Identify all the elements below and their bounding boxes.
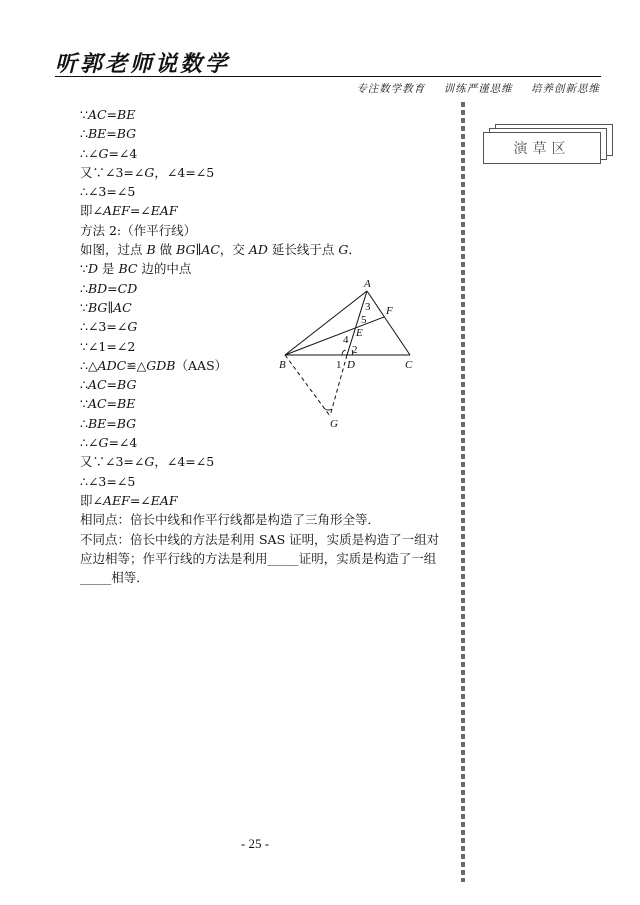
text-line: ∵AC=BE bbox=[80, 107, 136, 122]
text-line: ∴△ADC≌△GDB（AAS） bbox=[80, 357, 228, 373]
angle-arc-D bbox=[342, 350, 346, 355]
math-variable: AC bbox=[87, 107, 107, 122]
method-heading: 方法 2:（作平行线） bbox=[80, 222, 197, 238]
math-variable: G bbox=[144, 454, 155, 470]
math-variable: B bbox=[146, 242, 156, 258]
slogan-2: 训练严谨思维 bbox=[443, 83, 513, 95]
slogan-3: 培养创新思维 bbox=[531, 83, 600, 95]
math-variable: AC bbox=[201, 242, 220, 258]
text-line: ∴∠3=∠5 bbox=[80, 184, 136, 200]
math-variable: EAF bbox=[150, 203, 178, 219]
triangle-figure bbox=[270, 270, 425, 435]
label-B: B bbox=[279, 359, 286, 371]
math-variable: AC bbox=[87, 396, 107, 412]
math-variable: GDB bbox=[146, 357, 176, 373]
text-line: ∵AC=BE bbox=[80, 396, 136, 412]
math-variable: G bbox=[338, 242, 349, 258]
math-variable: BE bbox=[117, 396, 136, 412]
label-C: C bbox=[405, 359, 413, 371]
segment-BF bbox=[285, 317, 384, 355]
label-G: G bbox=[330, 418, 338, 430]
math-variable: AC bbox=[87, 377, 107, 393]
slogan-1: 专注数学教育 bbox=[356, 83, 426, 95]
text-line: ∴AC=BG bbox=[80, 377, 137, 393]
angle-arc-G bbox=[325, 409, 332, 410]
summary-line: 相同点：倍长中线和作平行线都是构造了三角形全等． bbox=[80, 512, 381, 528]
text-line: ∵BG∥AC bbox=[80, 299, 132, 315]
math-variable: BG bbox=[116, 415, 137, 431]
text-line: 又∵∠3=∠G，∠4=∠5 bbox=[80, 164, 215, 180]
text-line: ∴BE=BG bbox=[80, 415, 137, 431]
text-line: 即∠AEF=∠EAF bbox=[80, 203, 178, 219]
math-variable: BG bbox=[117, 377, 137, 393]
text-line: 如图，过点 B 做 BG∥AC，交 AD 延长线于点 G． bbox=[80, 242, 361, 258]
math-variable: G bbox=[127, 319, 138, 335]
header-rule bbox=[55, 76, 601, 77]
segment-BG-dashed bbox=[285, 355, 330, 416]
label-D: D bbox=[347, 359, 355, 371]
text-line: ∴∠G=∠4 bbox=[80, 435, 138, 451]
text-line: 即∠AEF=∠EAF bbox=[80, 492, 178, 508]
angle-label-2: 2 bbox=[352, 344, 358, 356]
text-line: ∴∠3=∠G bbox=[80, 319, 138, 335]
draft-tab-label: 演草区 bbox=[483, 132, 601, 164]
math-variable: AC bbox=[113, 299, 132, 315]
angle-label-5: 5 bbox=[361, 314, 367, 326]
header-title: 听郭老师说数学 bbox=[55, 51, 231, 77]
math-variable: BE bbox=[87, 415, 107, 431]
page-number: - 25 - bbox=[240, 836, 270, 851]
angle-label-1: 1 bbox=[336, 359, 342, 371]
summary-line: 应边相等；作平行线的方法是利用_____证明，实质是构造了一组 bbox=[80, 550, 437, 566]
math-variable: AEF bbox=[102, 492, 130, 508]
text-line: ∴BD=CD bbox=[80, 280, 138, 296]
column-divider bbox=[461, 102, 465, 882]
math-variable: BE bbox=[117, 107, 136, 122]
text-line: ∴BE=BG bbox=[80, 126, 137, 142]
math-variable: BG bbox=[87, 299, 108, 315]
math-variable: BE bbox=[87, 126, 107, 142]
math-variable: BD bbox=[87, 280, 108, 296]
math-variable: AEF bbox=[102, 203, 130, 219]
summary-line: 不同点：倍长中线的方法是利用 SAS 证明，实质是构造了一组对 bbox=[80, 531, 440, 547]
angle-label-4: 4 bbox=[343, 334, 349, 346]
header-slogans bbox=[342, 81, 600, 96]
segment-AC bbox=[367, 291, 410, 355]
label-F: F bbox=[386, 305, 393, 317]
label-E: E bbox=[356, 327, 363, 339]
math-variable: G bbox=[144, 164, 155, 180]
summary-line: _____相等． bbox=[80, 570, 149, 586]
text-line: ∵∠1=∠2 bbox=[80, 338, 136, 354]
text-line: ∵D 是 BC 边的中点 bbox=[80, 261, 192, 277]
label-A: A bbox=[364, 278, 371, 290]
math-variable: BG bbox=[116, 126, 137, 142]
text-line: ∴∠G=∠4 bbox=[80, 145, 138, 161]
math-variable: D bbox=[87, 261, 98, 277]
math-variable: BC bbox=[118, 261, 138, 277]
math-variable: G bbox=[98, 435, 109, 451]
math-variable: AD bbox=[248, 242, 268, 258]
text-line: ∴∠3=∠5 bbox=[80, 473, 136, 489]
math-variable: BG bbox=[176, 242, 196, 258]
math-variable: EAF bbox=[150, 492, 178, 508]
math-variable: ADC bbox=[97, 357, 127, 373]
math-variable: G bbox=[98, 145, 109, 161]
text-line: 又∵∠3=∠G，∠4=∠5 bbox=[80, 454, 215, 470]
math-variable: CD bbox=[117, 280, 138, 296]
angle-label-3: 3 bbox=[365, 301, 371, 313]
